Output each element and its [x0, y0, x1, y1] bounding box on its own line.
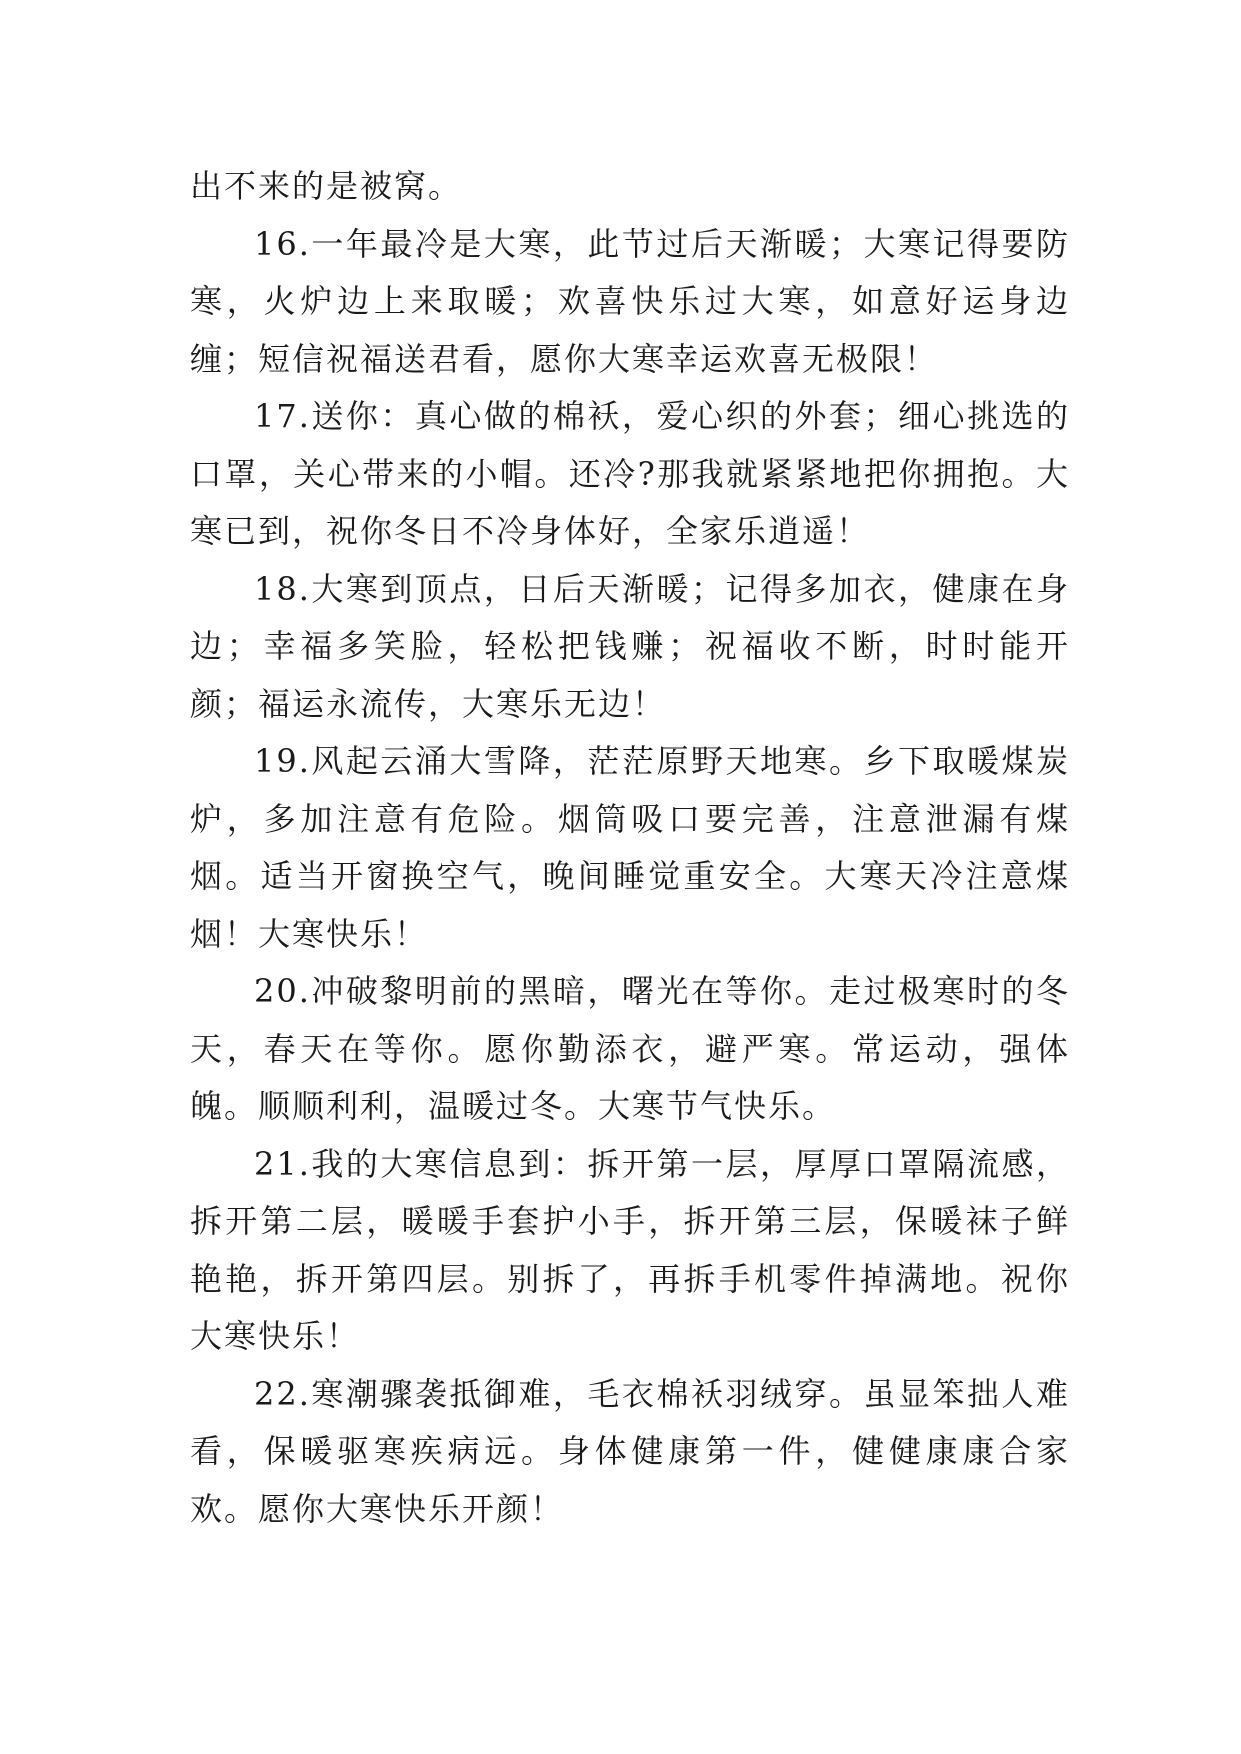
- paragraph-22: 22.寒潮骤袭抵御难，毛衣棉袄羽绒穿。虽显笨拙人难看，保暖驱寒疾病远。身体健康第一件，健健康康合家欢。愿你大寒快乐开颜！: [190, 1374, 1070, 1528]
- paragraph-19: 19.风起云涌大雪降，茫茫原野天地寒。乡下取暖煤炭炉，多加注意有危险。烟筒吸口要完善，注意泄漏有煤烟。适当开窗换空气，晚间睡觉重安全。大寒天冷注意煤烟！大寒快乐！: [190, 742, 1070, 953]
- body-text: [190, 158, 1070, 1538]
- paragraph-15-continuation: 出不来的是被窝。: [190, 167, 463, 205]
- paragraph-17: 17.送你：真心做的棉袄，爱心织的外套；细心挑选的口罩，关心带来的小帽。还冷?那我就紧紧地把你拥抱。大寒已到，祝你冬日不冷身体好，全家乐逍遥！: [190, 397, 1070, 550]
- paragraph-16: 16.一年最冷是大寒，此节过后天渐暖；大寒记得要防寒，火炉边上来取暖；欢喜快乐过大寒，如意好运身边缠；短信祝福送君看，愿你大寒幸运欢喜无极限！: [190, 224, 1070, 378]
- paragraph-18: 18.大寒到顶点，日后天渐暖；记得多加衣，健康在身边；幸福多笑脸，轻松把钱赚；祝福收不断，时时能开颜；福运永流传，大寒乐无边！: [190, 569, 1070, 723]
- paragraph-20: 20.冲破黎明前的黑暗，曙光在等你。走过极寒时的冬天，春天在等你。愿你勤添衣，避严寒。常运动，强体魄。顺顺利利，温暖过冬。大寒节气快乐。: [190, 972, 1070, 1125]
- paragraph-21: 21.我的大寒信息到：拆开第一层，厚厚口罩隔流感，拆开第二层，暖暖手套护小手，拆开第三层，保暖袜子鲜艳艳，拆开第四层。别拆了，再拆手机零件掉满地。祝你大寒快乐！: [190, 1144, 1070, 1355]
